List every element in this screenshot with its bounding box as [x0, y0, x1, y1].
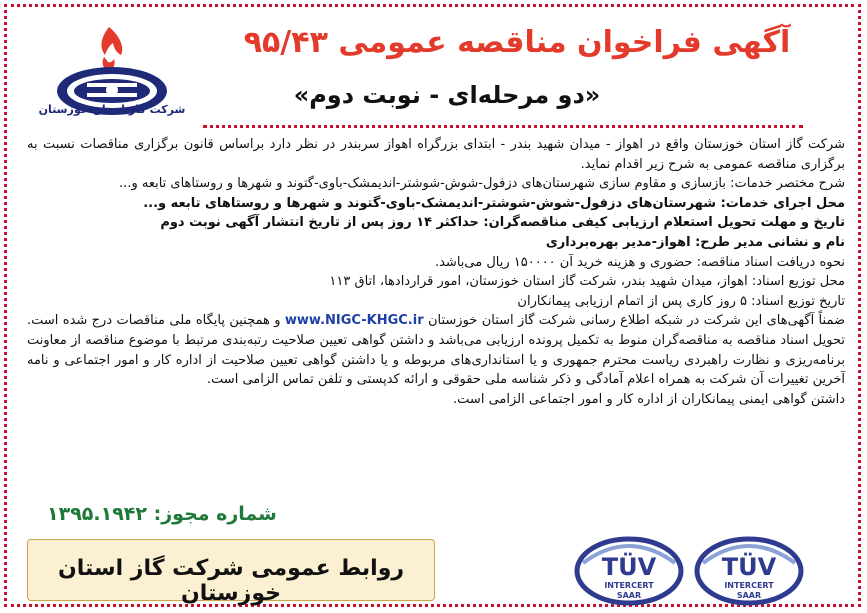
tuv-saar-label: SAAR: [616, 591, 642, 600]
notice-frame: [4, 4, 861, 607]
notice-title: آگهی فراخوان مناقصه عمومی ۹۵/۴۳: [243, 25, 791, 60]
notes-paragraph: [27, 311, 845, 389]
tuv-intercert-label: INTERCERT: [604, 581, 654, 590]
distribution-date-line: تاریخ توزیع اسناد: ۵ روز کاری پس از اتمام ارزیابی پیمانکاران: [517, 293, 845, 309]
title-divider: [203, 125, 803, 128]
public-relations-text: روابط عمومی شرکت گاز استان خوزستان: [57, 556, 405, 606]
permit-number: شماره مجوز: ۱۳۹۵.۱۹۴۲: [47, 503, 277, 525]
address-line: نام و نشانی مدیر طرح: اهواز-مدیر بهره‌برداری: [545, 234, 845, 250]
tuv-brand-label: TÜV: [601, 553, 657, 581]
safety-line: داشتن گواهی ایمنی پیمانکاران از اداره کار و امور اجتماعی الزامی است.: [453, 391, 845, 407]
deadline-line: تاریخ و مهلت تحویل استعلام ارزیابی کیفی مناقصه‌گران: حداکثر ۱۴ روز پس از تاریخ انتشار آگهی نوبت دوم: [160, 215, 845, 231]
notice-body: [27, 135, 845, 409]
location-line: محل اجرای خدمات: شهرستان‌های دزفول-شوش-شوشتر-اندیمشک-باوی-گتوند و شهرها و روستاهای تابعه و...: [143, 195, 845, 211]
tuv-brand-label: TÜV: [721, 553, 777, 581]
notice-subtitle: «دو مرحله‌ای - نوبت دوم»: [293, 81, 601, 109]
logo-caption: شرکت گاز استان خوزستان: [38, 103, 186, 116]
intro-paragraph: شرکت گاز استان خوزستان واقع در اهواز - میدان شهید بندر - ابتدای بزرگراه اهواز سربندر در نظر دارد براساس قانون برگزاری مناقصات نسبت به برگزاری مناقصه عمومی به شرح زیر اقدام نماید.: [27, 137, 845, 172]
fee-line: نحوه دریافت اسناد مناقصه: حضوری و هزینه خرید آن ۱۵۰۰۰۰ ریال می‌باشد.: [434, 254, 845, 270]
public-relations-box: [27, 539, 435, 606]
tuv-saar-label: SAAR: [736, 591, 762, 600]
tuv-certification-icon: [573, 535, 685, 607]
services-line: شرح مختصر خدمات: بازسازی و مقاوم سازی شهرستان‌های دزفول-شوش-شوشتر-اندیمشک-باوی-گتوند و شهرها و روستاهای تابعه و...: [119, 176, 845, 192]
tuv-intercert-label: INTERCERT: [724, 581, 774, 590]
distribution-line: محل توزیع اسناد: اهواز، میدان شهید بندر، شرکت گاز استان خوزستان، امور قراردادها، اتاق ۱۱۳: [329, 274, 845, 290]
notes-text-end: و همچنین پایگاه ملی مناقصات درج شده است. تحویل اسناد مناقصه به مناقصه‌گران منوط به تکمیل پرونده ارزیابی می‌باشد و داشتن گواهی تعیین صلاحیت رتبه‌بندی مرتبط با موضوع مناقصه از معاونت برنامه‌ریزی و نظارت راهبردی ریاست محترم جمهوری و یا استانداری‌های مربوطه و یا داشتن گواهی تعیین صلاحیت از اداره کار و امور اجتماعی و نامه آخرین تغییرات آن شرکت به همراه اعلام آمادگی و ذکر شناسه ملی حقوقی و ارائه کدپستی و تلفن تماس الزامی است.: [27, 313, 845, 388]
tuv-certification-icon: [693, 535, 805, 607]
notes-text-start: ضمناً آگهی‌های این شرکت در شبکه اطلاع رسانی شرکت گاز استان خوزستان: [423, 313, 845, 329]
website-link[interactable]: www.NIGC-KHGC.ir: [284, 313, 424, 329]
